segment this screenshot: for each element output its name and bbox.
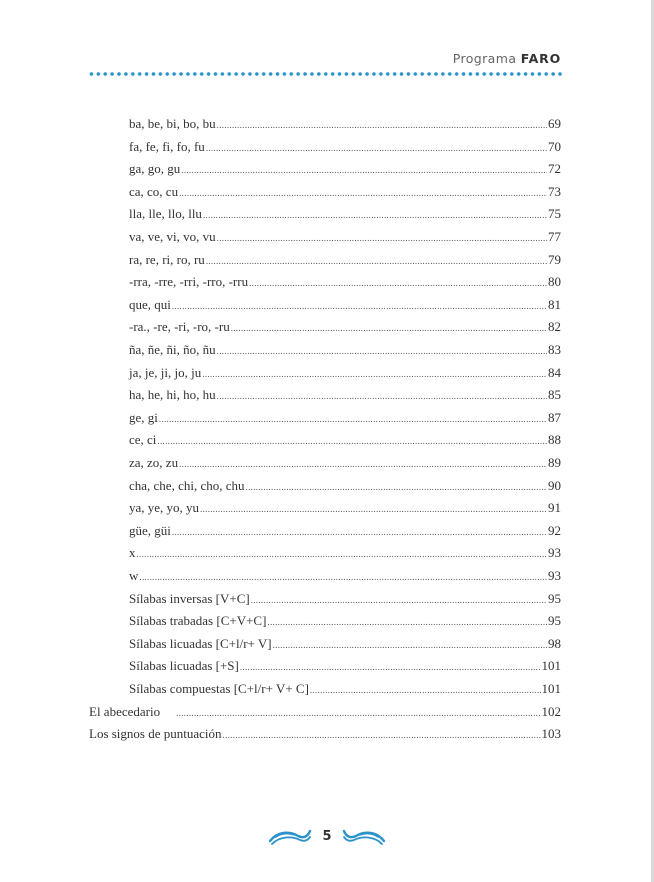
page-footer	[0, 824, 654, 848]
toc-entry[interactable]	[129, 319, 561, 342]
toc-leader-dots	[203, 210, 547, 220]
toc-entry-page: 80	[548, 274, 561, 290]
toc-entry-title: Sílabas licuadas [C+l/r+ V]	[129, 635, 272, 651]
toc-leader-dots	[206, 143, 547, 153]
toc-entry[interactable]	[129, 591, 561, 614]
toc-entry-title: ca, co, cu	[129, 183, 179, 199]
toc-entry[interactable]	[129, 613, 561, 636]
toc-entry-title: Sílabas inversas [V+C]	[129, 590, 250, 606]
toc-entry-page: 93	[548, 545, 561, 561]
toc-leader-dots	[273, 640, 547, 650]
toc-entry-title: ga, go, gu	[129, 161, 181, 177]
toc-entry[interactable]	[129, 184, 561, 207]
toc-entry[interactable]	[129, 161, 561, 184]
toc-leader-dots	[202, 369, 547, 379]
toc-entry-page: 77	[548, 229, 561, 244]
toc-leader-dots	[246, 482, 547, 492]
toc-entry[interactable]	[129, 523, 561, 546]
toc-entry-page: 83	[548, 342, 561, 357]
toc-entry-page: 93	[548, 568, 561, 583]
toc-leader-dots	[223, 730, 541, 740]
toc-entry[interactable]	[129, 252, 561, 275]
toc-entry-page: 70	[548, 138, 561, 154]
toc-entry-title: ra, re, ri, ro, ru	[129, 251, 205, 267]
toc-entry[interactable]	[129, 432, 561, 455]
toc-entry[interactable]	[129, 365, 561, 388]
toc-entry-page: 90	[548, 477, 561, 493]
header-program-name: FARO	[520, 51, 561, 66]
toc-entry-page: 89	[548, 455, 561, 470]
toc-entry[interactable]	[129, 297, 561, 320]
toc-entry-title: ge, gi	[129, 409, 158, 425]
toc-leader-dots	[179, 188, 547, 198]
toc-entry-page: 69	[548, 116, 561, 131]
toc-leader-dots	[217, 233, 547, 243]
toc-entry-page: 101	[541, 658, 561, 674]
toc-leader-dots	[179, 459, 547, 469]
toc-entry-title: ba, be, bi, bo, bu	[129, 116, 216, 131]
toc-entry-page: 91	[548, 500, 561, 516]
toc-entry-page: 82	[548, 319, 561, 335]
toc-entry-title: w	[129, 568, 139, 583]
toc-entry-page: 103	[541, 726, 561, 742]
toc-entry-page: 87	[548, 409, 561, 425]
toc-leader-dots	[157, 436, 547, 446]
toc-entry-title: va, ve, vi, vo, vu	[129, 229, 216, 244]
toc-leader-dots	[249, 278, 547, 288]
toc-leader-dots	[267, 617, 547, 627]
toc-leader-dots	[231, 323, 547, 333]
toc-entry-title: ce, ci	[129, 432, 157, 448]
toc-leader-dots	[172, 527, 547, 537]
toc-leader-dots	[251, 595, 547, 605]
toc-entry[interactable]	[129, 658, 561, 681]
dotted-divider	[88, 71, 562, 77]
toc-entry-page: 101	[541, 681, 561, 696]
toc-entry[interactable]	[129, 116, 561, 139]
left-ornament-icon	[268, 827, 312, 845]
toc-entry-title: cha, che, chi, cho, chu	[129, 477, 245, 493]
toc-entry-title: ha, he, hi, ho, hu	[129, 387, 216, 403]
toc-entry[interactable]	[129, 545, 561, 568]
toc-entry-page: 95	[548, 613, 561, 629]
toc-entry[interactable]	[129, 636, 561, 659]
toc-entry[interactable]	[129, 274, 561, 297]
toc-leader-dots	[206, 256, 547, 266]
toc-entry[interactable]	[129, 139, 561, 162]
toc-leader-dots	[217, 120, 547, 130]
toc-leader-dots	[137, 549, 548, 559]
toc-entry-title: -rra, -rre, -rri, -rro, -rru	[129, 274, 249, 290]
toc-leader-dots	[172, 301, 547, 311]
toc-entry-page: 92	[548, 522, 561, 538]
toc-entry[interactable]	[129, 342, 561, 365]
toc-entry[interactable]	[129, 568, 561, 591]
toc-entry-page: 72	[548, 161, 561, 177]
toc-entry[interactable]	[129, 387, 561, 410]
toc-entry-title: -ra., -re, -ri, -ro, -ru	[129, 319, 230, 335]
toc-entry-page: 73	[548, 183, 561, 199]
toc-entry-title: ña, ñe, ñi, ño, ñu	[129, 342, 216, 357]
toc-entry[interactable]	[129, 478, 561, 501]
toc-leader-dots	[159, 414, 547, 424]
toc-leader-dots	[217, 346, 547, 356]
toc-leader-dots	[240, 662, 541, 672]
toc-entry-page: 81	[548, 296, 561, 312]
toc-entry-title: El abecedario	[89, 703, 161, 719]
toc-entry-page: 98	[548, 635, 561, 651]
toc-leader-dots	[176, 708, 540, 718]
toc-entry-page: 84	[548, 364, 561, 380]
running-header	[453, 51, 561, 66]
toc-entry[interactable]	[129, 681, 561, 704]
toc-leader-dots	[200, 504, 547, 514]
toc-entry-title: za, zo, zu	[129, 455, 179, 470]
toc-entry[interactable]	[129, 500, 561, 523]
toc-entry-title: güe, güi	[129, 522, 171, 538]
toc-entry-page: 85	[548, 387, 561, 403]
toc-entry[interactable]	[89, 726, 561, 749]
toc-entry-page: 95	[548, 590, 561, 606]
page-number: 5	[322, 828, 332, 844]
toc-entry-page: 88	[548, 432, 561, 448]
toc-entry[interactable]	[129, 410, 561, 433]
toc-entry[interactable]	[129, 455, 561, 478]
toc-entry[interactable]	[129, 206, 561, 229]
toc-leader-dots	[310, 685, 541, 695]
toc-entry[interactable]	[89, 704, 561, 727]
toc-leader-dots	[181, 165, 547, 175]
toc-leader-dots	[139, 572, 547, 582]
toc-entry-title: Sílabas licuadas [+S]	[129, 658, 239, 674]
toc-entry[interactable]	[129, 229, 561, 252]
toc-entry-title: Los signos de puntuación	[89, 726, 222, 742]
toc-entry-title: ya, ye, yo, yu	[129, 500, 200, 516]
toc-leader-dots	[217, 391, 547, 401]
toc-entry-page: 79	[548, 251, 561, 267]
toc-entry-title: que, qui	[129, 296, 171, 312]
toc-entry-title: Sílabas trabadas [C+V+C]	[129, 613, 267, 629]
toc-entry-title: Sílabas compuestas [C+l/r+ V+ C]	[129, 681, 309, 696]
right-ornament-icon	[342, 827, 386, 845]
toc-entry-title: fa, fe, fi, fo, fu	[129, 138, 205, 154]
toc-entry-title: ja, je, ji, jo, ju	[129, 364, 202, 380]
toc-entry-title: lla, lle, llo, llu	[129, 206, 202, 222]
toc-entry-title: x	[129, 545, 136, 561]
toc-entry-page: 102	[541, 703, 561, 719]
header-program: Programa	[452, 51, 517, 66]
toc-entry-page: 75	[548, 206, 561, 222]
